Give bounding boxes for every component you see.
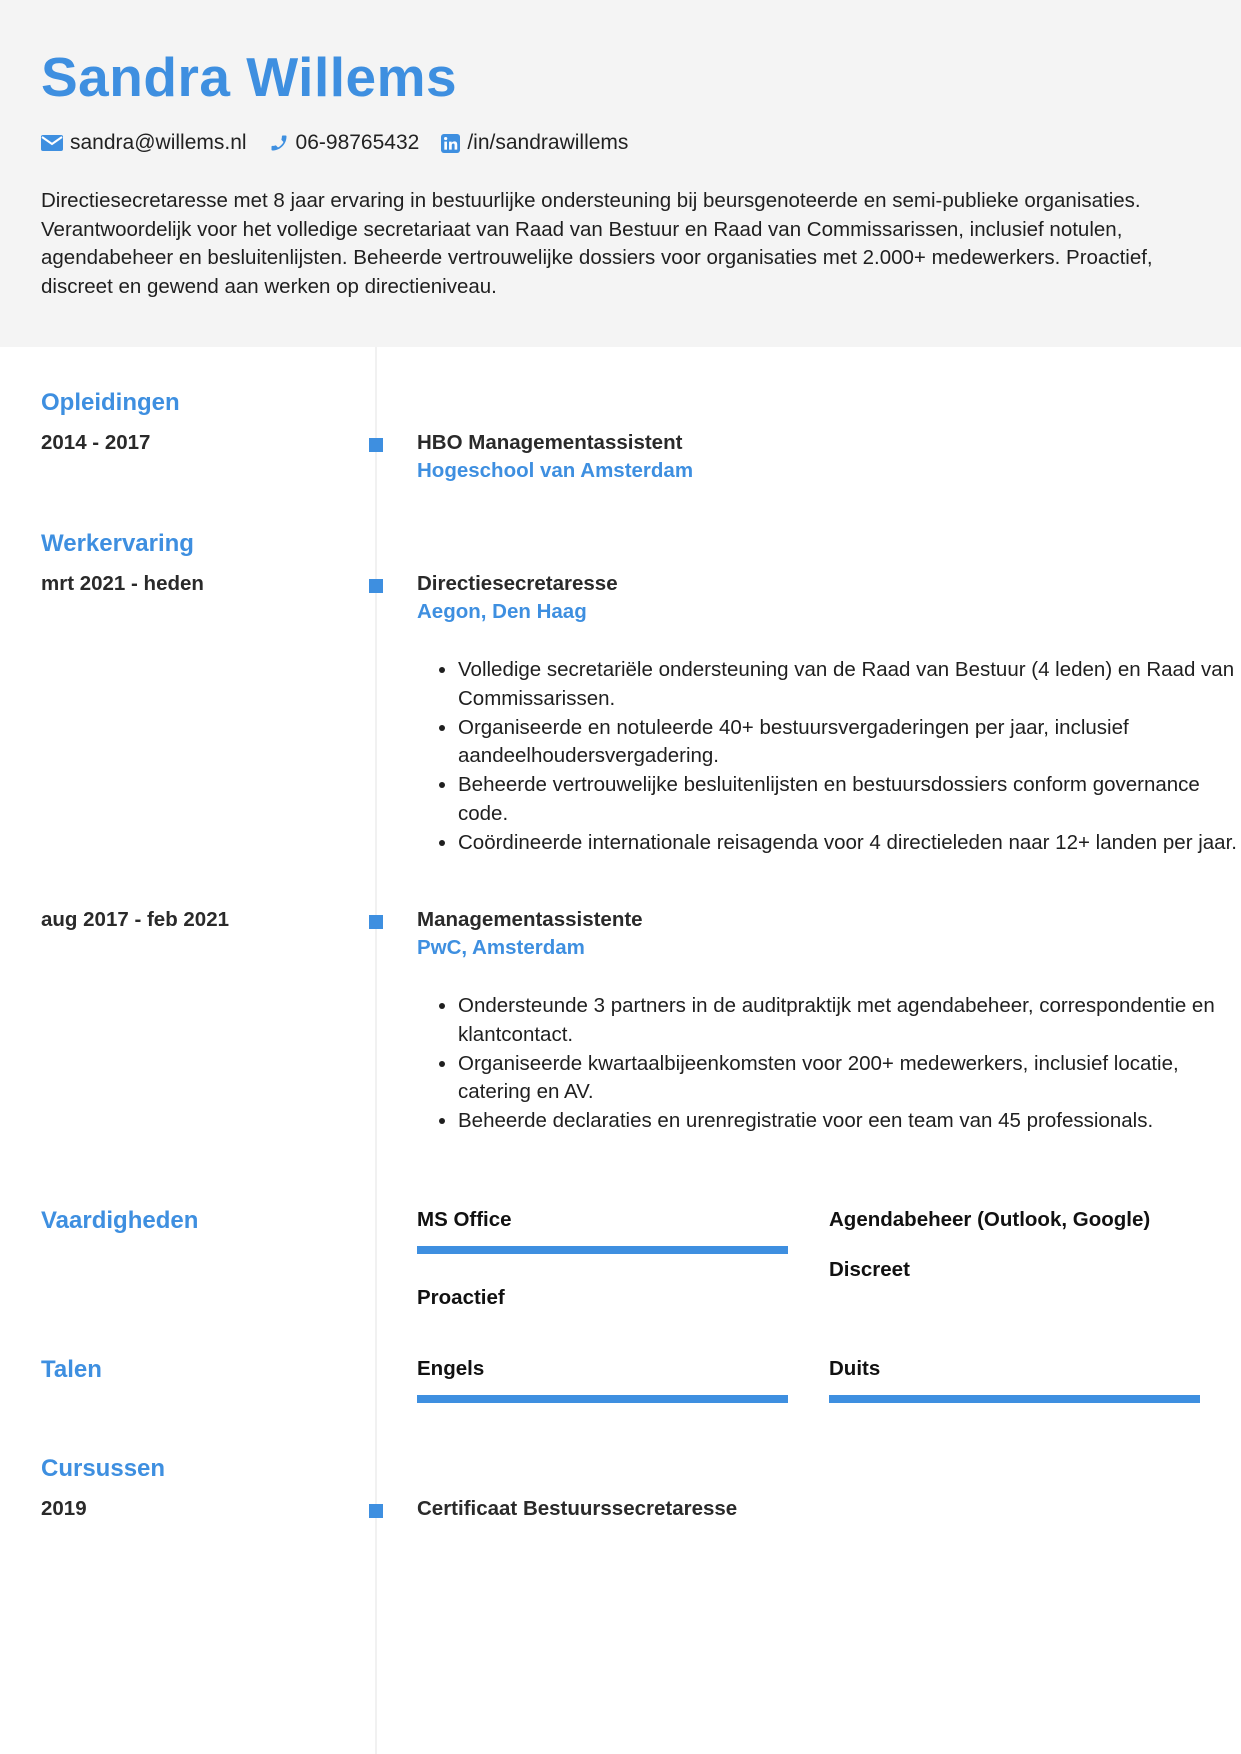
language-name: Engels	[417, 1357, 485, 1380]
skill-name: Agendabeheer (Outlook, Google)	[829, 1208, 1151, 1231]
phone-text: 06-98765432	[295, 131, 420, 154]
job-title: Managementassistente	[417, 908, 643, 931]
linkedin-text: /in/sandrawillems	[467, 131, 629, 154]
list-item: • Coördineerde internationale reisagenda voor 4 directieleden naar 12+ landen per jaar.	[458, 829, 1238, 858]
candidate-name: Sandra Willems	[41, 46, 458, 108]
language-level-bar	[417, 1395, 788, 1403]
list-item: • Organiseerde en notuleerde 40+ bestuursvergaderingen per jaar, inclusief aandeelhoudersvergadering.	[458, 714, 1238, 772]
list-item: • Beheerde declaraties en urenregistratie voor een team van 45 professionals.	[458, 1107, 1238, 1136]
section-title-education: Opleidingen	[41, 389, 180, 416]
section-title-skills: Vaardigheden	[41, 1207, 199, 1234]
skill-name: Discreet	[829, 1258, 910, 1281]
profile-summary: Directiesecretaresse met 8 jaar ervaring in bestuurlijke ondersteuning bij beursgenoteerde en semi-publieke organisaties. Verantwoordelijk voor het volledige secretariaat van Raad van Bestuur en Raad van Commissarissen, inclusief notulen, agendabeheer en besluitenlijsten. Beheerde vertrouwelijke dossiers voor organisaties met 2.000+ medewerkers. Proactief, discreet en gewend aan werken op directieniveau.	[41, 189, 1153, 298]
email-text: sandra@willems.nl	[70, 131, 247, 154]
section-title-experience: Werkervaring	[41, 530, 194, 557]
timeline-divider	[375, 347, 377, 1754]
job-responsibilities	[417, 992, 1238, 1136]
contact-row	[41, 128, 650, 158]
timeline-marker	[369, 1504, 383, 1518]
education-institution: Hogeschool van Amsterdam	[417, 459, 694, 482]
contact-email[interactable]	[41, 131, 247, 155]
list-item: • Ondersteunde 3 partners in de auditpraktijk met agendabeheer, correspondentie en klantcontact.	[458, 992, 1238, 1050]
skill-name: Proactief	[417, 1286, 505, 1309]
list-item: • Beheerde vertrouwelijke besluitenlijsten en bestuursdossiers conform governance code.	[458, 771, 1238, 829]
language-name: Duits	[829, 1357, 881, 1380]
language-level-bar	[829, 1395, 1200, 1403]
linkedin-icon	[441, 134, 460, 153]
job-title: Directiesecretaresse	[417, 572, 618, 595]
list-item: • Organiseerde kwartaalbijeenkomsten voor 200+ medewerkers, inclusief locatie, catering en AV.	[458, 1050, 1238, 1108]
course-title: Certificaat Bestuurssecretaresse	[417, 1497, 738, 1520]
phone-icon	[269, 133, 289, 153]
header	[0, 0, 1241, 347]
list-item: • Volledige secretariële ondersteuning van de Raad van Bestuur (4 leden) en Raad van Commissarissen.	[458, 656, 1238, 714]
education-date: 2014 - 2017	[41, 431, 151, 454]
skill-name: MS Office	[417, 1208, 512, 1231]
timeline-marker	[369, 438, 383, 452]
job-responsibilities	[417, 656, 1238, 858]
skill-level-bar	[417, 1246, 788, 1254]
envelope-icon	[41, 135, 63, 151]
contact-linkedin[interactable]	[441, 131, 628, 155]
timeline-marker	[369, 915, 383, 929]
education-title: HBO Managementassistent	[417, 431, 683, 454]
course-date: 2019	[41, 1497, 87, 1520]
job-date: mrt 2021 - heden	[41, 572, 204, 595]
section-title-languages: Talen	[41, 1356, 102, 1383]
job-date: aug 2017 - feb 2021	[41, 908, 230, 931]
section-title-courses: Cursussen	[41, 1455, 166, 1482]
job-employer: Aegon, Den Haag	[417, 600, 587, 623]
contact-phone[interactable]	[269, 131, 420, 155]
timeline-marker	[369, 579, 383, 593]
job-employer: PwC, Amsterdam	[417, 936, 585, 959]
